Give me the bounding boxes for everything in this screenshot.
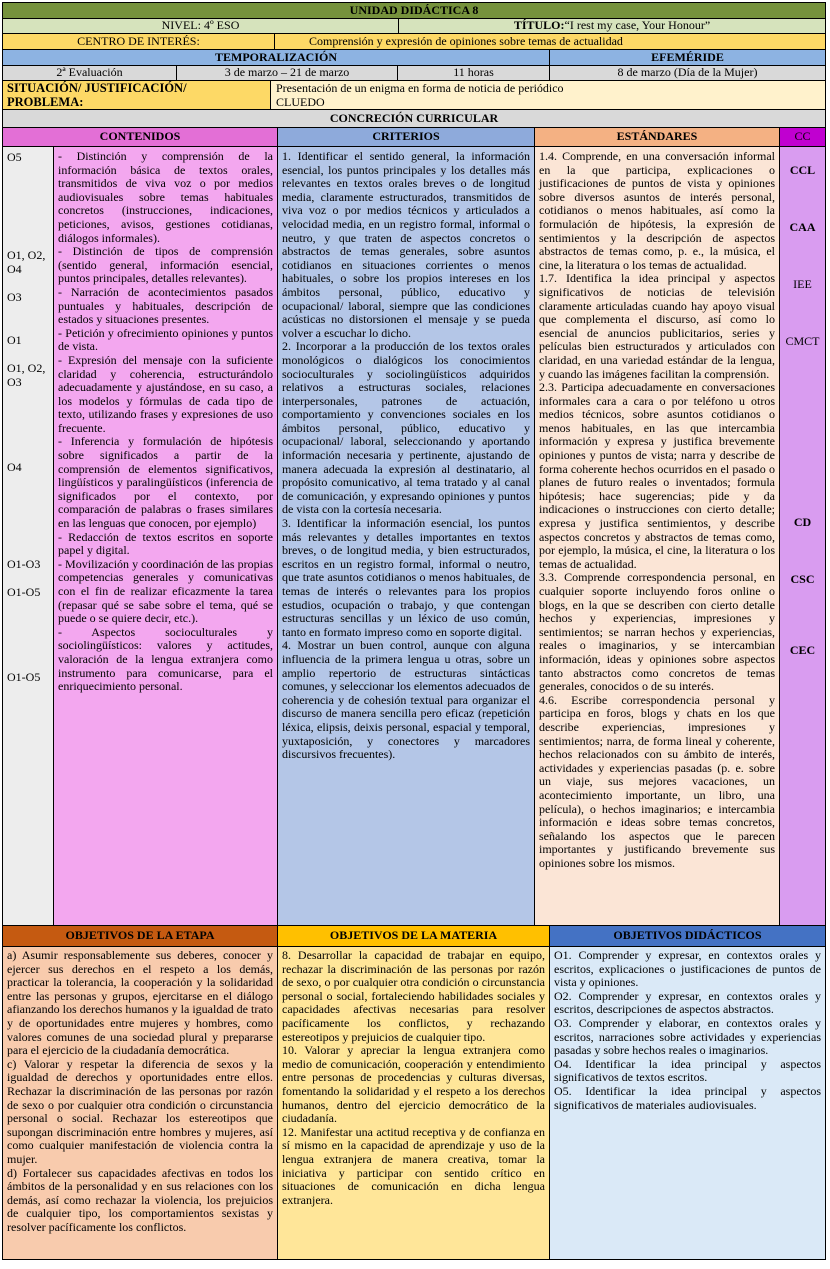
producto-value: CLUEDO (276, 94, 325, 109)
contenido-item: - Redacción de textos escritos en soporte papel y digital. (58, 529, 273, 558)
objetivos-materia-body (277, 946, 550, 1260)
situacion-value (270, 80, 826, 110)
concrecion-header: CONCRECIÓN CURRICULAR (2, 109, 826, 128)
objective-code: O1, O2, (7, 361, 46, 375)
cc-code: CAA (789, 220, 816, 234)
estandar-item: 2.3. Participa adecuadamente en conversaciones informales cara a cara o por teléfono u otros medios técnicos, sobre asuntos cotidianos o menos habituales, en las que intercambia información y expresa y justifica brevemente opiniones y puntos de vista; narra y describe de forma coherente hechos ocurridos en el pasado o planes de futuro reales o inventados; formula hipótesis; hace sugerencias; pide y da indicaciones o instrucciones con cierto detalle; expresa y justifica sentimientos, y describe aspectos concretos y abstractos de temas como, por ejemplo, la música, el cine, la literatura o los temas de actualidad. (539, 380, 775, 571)
contenido-item: - Petición y ofrecimiento opiniones y puntos de vista. (58, 325, 273, 354)
cc-code: CSC (790, 572, 815, 586)
objective-code: O1-O3 (7, 557, 41, 571)
objetivo-didactico-item: O1. Comprender y expresar, en contextos orales y escritos, explicaciones o justificaciones de puntos de vista y opiniones. (554, 948, 821, 990)
cc-code: CEC (789, 643, 816, 657)
cc-column (779, 146, 826, 926)
objective-code: O4 (7, 262, 22, 276)
criterio-item: 3. Identificar la información esencial, los puntos más relevantes y detalles importantes en textos breves, o de longitud media, y bien estructurados, escritos en un registro formal, informal o neutro, que trate asuntos cotidianos o menos habituales, de temas de interés o relevantes para los propios estudios, ocupación o trabajo, y que contengan estructuras sencillas y un léxico de uso común, tanto en formato impreso como en soporte digital. (282, 516, 530, 639)
objetivos-etapa-header: OBJETIVOS DE LA ETAPA (2, 925, 278, 947)
titulo-value: “I rest my case, Your Honour” (564, 18, 711, 33)
cc-code: IEE (793, 277, 812, 291)
cc-code: CMCT (785, 334, 820, 348)
objective-code: O5 (7, 150, 22, 164)
objective-code: O1-O5 (7, 670, 41, 684)
contenido-item: - Distinción de tipos de comprensión (sentido general, información esencial, puntos principales, detalles relevantes). (58, 244, 273, 286)
objetivo-materia-item: 8. Desarrollar la capacidad de trabajar en equipo, rechazar la discriminación de las personas por razón de sexo, o por cualquier otra condición o circunstancia personal o social, fortaleciendo habilidades sociales y capacidades afectivas necesarias para resolver pacíficamente los conflictos, y rechazando estereotipos y prejuicios de cualquier tipo. (282, 948, 545, 1044)
nivel-cell: NIVEL: 4º ESO (2, 18, 399, 34)
objective-code: O1, O2, (7, 248, 46, 262)
objetivo-materia-item: 12. Manifestar una actitud receptiva y de confianza en sí mismo en la capacidad de aprendizaje y uso de la lengua extranjera de manera creativa, tomar la iniciativa y participar con sentido crítico en situaciones de comunicación en dicha lengua extranjera. (282, 1124, 545, 1207)
situacion-value-line1: Presentación de un enigma en forma de noticia de periódico (276, 81, 564, 95)
centro-label: CENTRO DE INTERÉS: (2, 33, 275, 50)
objetivo-didactico-item: O5. Identificar la idea principal y aspectos significativos de materiales audiovisuales. (554, 1083, 821, 1112)
fechas-cell: 3 de marzo – 21 de marzo (176, 65, 398, 81)
objective-codes-column (2, 146, 54, 926)
estandar-item: 1.7. Identifica la idea principal y aspectos significativos de noticias de televisión claramente articuladas cuando hay apoyo visual que complementa el discurso, así como lo esencial de anuncios publicitarios, series y películas bien estructurados y articulados con claridad, en una variedad estándar de la lengua, y cuando las imágenes facilitan la comprensión. (539, 271, 775, 381)
objetivo-didactico-item: O3. Comprender y elaborar, en contextos orales y escritos, narraciones sobre actividades y experiencias pasadas y sobre hechos reales o imaginarios. (554, 1015, 821, 1058)
cc-code: CD (793, 515, 812, 529)
efemeride-value: 8 de marzo (Día de la Mujer) (549, 65, 826, 81)
evaluacion-cell: 2ª Evaluación (2, 65, 177, 81)
estandar-item: 3.3. Comprende correspondencia personal, en cualquier soporte incluyendo foros online o blogs, en la que se describen con cierto detalle hechos y experiencias, impresiones y sentimientos; se narran hechos y experiencias, reales o imaginarios, y se intercambian información, ideas y opiniones sobre aspectos tanto abstractos como concretos de temas generales, conocidos o de su interés. (539, 570, 775, 694)
objective-code: O1-O5 (7, 585, 41, 599)
estandar-item: 1.4. Comprende, en una conversación informal en la que participa, explicaciones o justificaciones de puntos de vista y opiniones sobre diversos asuntos de interés personal, cotidianos o menos habituales, así como la formulación de hipótesis, la expresión de sentimientos y la descripción de aspectos abstractos de temas como, p. e., la música, el cine, la literatura o los temas de actualidad. (539, 149, 775, 272)
objective-code: O3 (7, 375, 22, 389)
criterios-column (277, 146, 535, 926)
objetivo-etapa-item: c) Valorar y respetar la diferencia de sexos y la igualdad de derechos y oportunidades entre ellos. Rechazar la discriminación de las personas por razón de sexo o por cualquier otra condición o circunstancia personal o social. Rechazar los estereotipos que supongan discriminación entre hombres y mujeres, así como cualquier manifestación de violencia contra la mujer. (7, 1056, 273, 1166)
contenidos-header: CONTENIDOS (2, 127, 278, 147)
cc-header: CC (779, 127, 826, 147)
criterio-item: 4. Mostrar un buen control, aunque con alguna influencia de la primera lengua u otras, sobre un amplio repertorio de estructuras sintácticas comunes, y seleccionar los elementos adecuados de coherencia y de cohesión textual para organizar el discurso de manera sencilla pero eficaz (repetición léxica, elipsis, deixis personal, espacial y temporal, yuxtaposición, y conectores y marcadores discursivos frecuentes). (282, 638, 530, 762)
contenido-item: - Aspectos socioculturales y sociolingüísticos: valores y actitudes, valoración de la lengua extranjera como instrumento para comunicarse, para el enriquecimiento personal. (58, 624, 273, 694)
objective-code: O4 (7, 460, 22, 474)
estandares-column (534, 146, 780, 926)
objetivos-didacticos-body (549, 946, 826, 1260)
objetivos-didacticos-header: OBJETIVOS DIDÁCTICOS (549, 925, 826, 947)
horas-cell: 11 horas (397, 65, 550, 81)
objective-code: O1 (7, 333, 22, 347)
contenido-item: - Inferencia y formulación de hipótesis sobre significados a partir de la comprensión de elementos significativos, lingüísticos y paralingüísticos (inferencia de significados por el contexto, por comparación de palabras o frases similares en las lenguas que conocen, por ejemplo) (58, 434, 273, 531)
criterio-item: 1. Identificar el sentido general, la información esencial, los puntos principales y los detalles más relevantes en textos orales breves o de longitud media, claramente estructurados, transmitidos de viva voz o por medios técnicos y articulados a velocidad media, en un registro formal, informal o neutro, y que traten de aspectos concretos o abstractos de temas generales, sobre asuntos cotidianos en situaciones corrientes o menos habituales, o sobre los propios intereses en los ámbitos personal, público, educativo y ocupacional/ laboral, siempre que las condiciones acústicas no distorsionen el mensaje y se pueda volver a escuchar lo dicho. (282, 149, 530, 340)
estandar-item: 4.6. Escribe correspondencia personal y participa en foros, blogs y chats en los que describe experiencias, impresiones y sentimientos; narra, de forma lineal y coherente, hechos relacionados con su ámbito de interés, actividades y experiencias pasadas (p. e. sobre un viaje, sus mejores vacaciones, un acontecimiento importante, un libro, una película), o hechos imaginarios; e intercambia información e ideas sobre temas concretos, señalando los aspectos que le parecen importantes y justificando brevemente sus opiniones sobre los mismos. (539, 692, 775, 870)
situacion-label (2, 80, 271, 110)
unit-title: UNIDAD DIDÁCTICA 8 (2, 2, 826, 19)
objetivo-didactico-item: O2. Comprender y expresar, en contextos orales y escritos, descripciones de aspectos abstractos. (554, 988, 821, 1017)
efemeride-header: EFEMÉRIDE (549, 49, 826, 66)
objetivo-didactico-item: O4. Identificar la idea principal y aspectos significativos de textos escritos. (554, 1056, 821, 1085)
titulo-cell (398, 18, 826, 34)
situacion-label-line1: SITUACIÓN/ JUSTIFICACIÓN/ PROBLEMA: (7, 81, 187, 109)
estandares-header: ESTÁNDARES (534, 127, 780, 147)
criterios-header: CRITERIOS (277, 127, 535, 147)
contenido-item: - Narración de acontecimientos pasados puntuales y habituales, descripción de estados y situaciones presentes. (58, 284, 273, 327)
contenido-item: - Expresión del mensaje con la suficiente claridad y coherencia, estructurándolo adecuadamente y ajustándose, en su caso, a los modelos y fórmulas de cada tipo de texto, utilizando frases y expresiones de uso frecuente. (58, 352, 273, 435)
contenido-item: - Movilización y coordinación de las propias competencias generales y comunicativas con el fin de realizar eficazmente la tarea (repasar qué se sabe sobre el tema, qué se puede o se quiere decir, etc.). (58, 556, 273, 626)
contenidos-column (53, 146, 278, 926)
contenido-item: - Distinción y comprensión de la información básica de textos orales, transmitidos de viva voz o por medios audiovisuales sobre temas habituales concretos (instrucciones, indicaciones, peticiones, avisos, gestiones cotidianas, diálogos informales). (58, 149, 273, 245)
objetivo-etapa-item: d) Fortalecer sus capacidades afectivas en todos los ámbitos de la personalidad y en sus relaciones con los demás, así como rechazar la violencia, los prejuicios de cualquier tipo, los comportamientos sexistas y resolver pacíficamente los conflictos. (7, 1165, 273, 1234)
criterio-item: 2. Incorporar a la producción de los textos orales monológicos o dialógicos los conocimientos socioculturales y sociolingüísticos adquiridos relativos a estructuras sociales, relaciones interpersonales, patrones de actuación, comportamiento y convenciones sociales en los ámbitos personal, público, educativo y ocupacional/ laboral, seleccionando y aportando información necesaria y pertinente, ajustando de manera adecuada la expresión al destinatario, al propósito comunicativo, al tema tratado y al canal de comunicación, y expresando opiniones y puntos de vista con la cortesía necesaria. (282, 339, 530, 517)
objetivo-etapa-item: a) Asumir responsablemente sus deberes, conocer y ejercer sus derechos en el respeto a los demás, practicar la tolerancia, la cooperación y la solidaridad entre las personas y grupos, ejercitarse en el diálogo afianzando los derechos humanos y la igualdad de trato y de oportunidades entre mujeres y hombres, como valores comunes de una sociedad plural y prepararse para el ejercicio de la ciudadanía democrática. (7, 948, 273, 1058)
objetivos-etapa-body (2, 946, 278, 1260)
objective-code: O3 (7, 290, 22, 304)
centro-value: Comprensión y expresión de opiniones sobre temas de actualidad (274, 33, 826, 50)
objetivo-materia-item: 10. Valorar y apreciar la lengua extranjera como medio de comunicación, cooperación y entendimiento entre personas de procedencias y culturas diversas, fomentando la solidaridad y el respeto a los derechos humanos, dentro del ejercicio democrático de la ciudadanía. (282, 1043, 545, 1126)
cc-code: CCL (789, 163, 816, 177)
temporalizacion-header: TEMPORALIZACIÓN (2, 49, 550, 66)
titulo-label: TÍTULO: (513, 18, 565, 33)
objetivos-materia-header: OBJETIVOS DE LA MATERIA (277, 925, 550, 947)
